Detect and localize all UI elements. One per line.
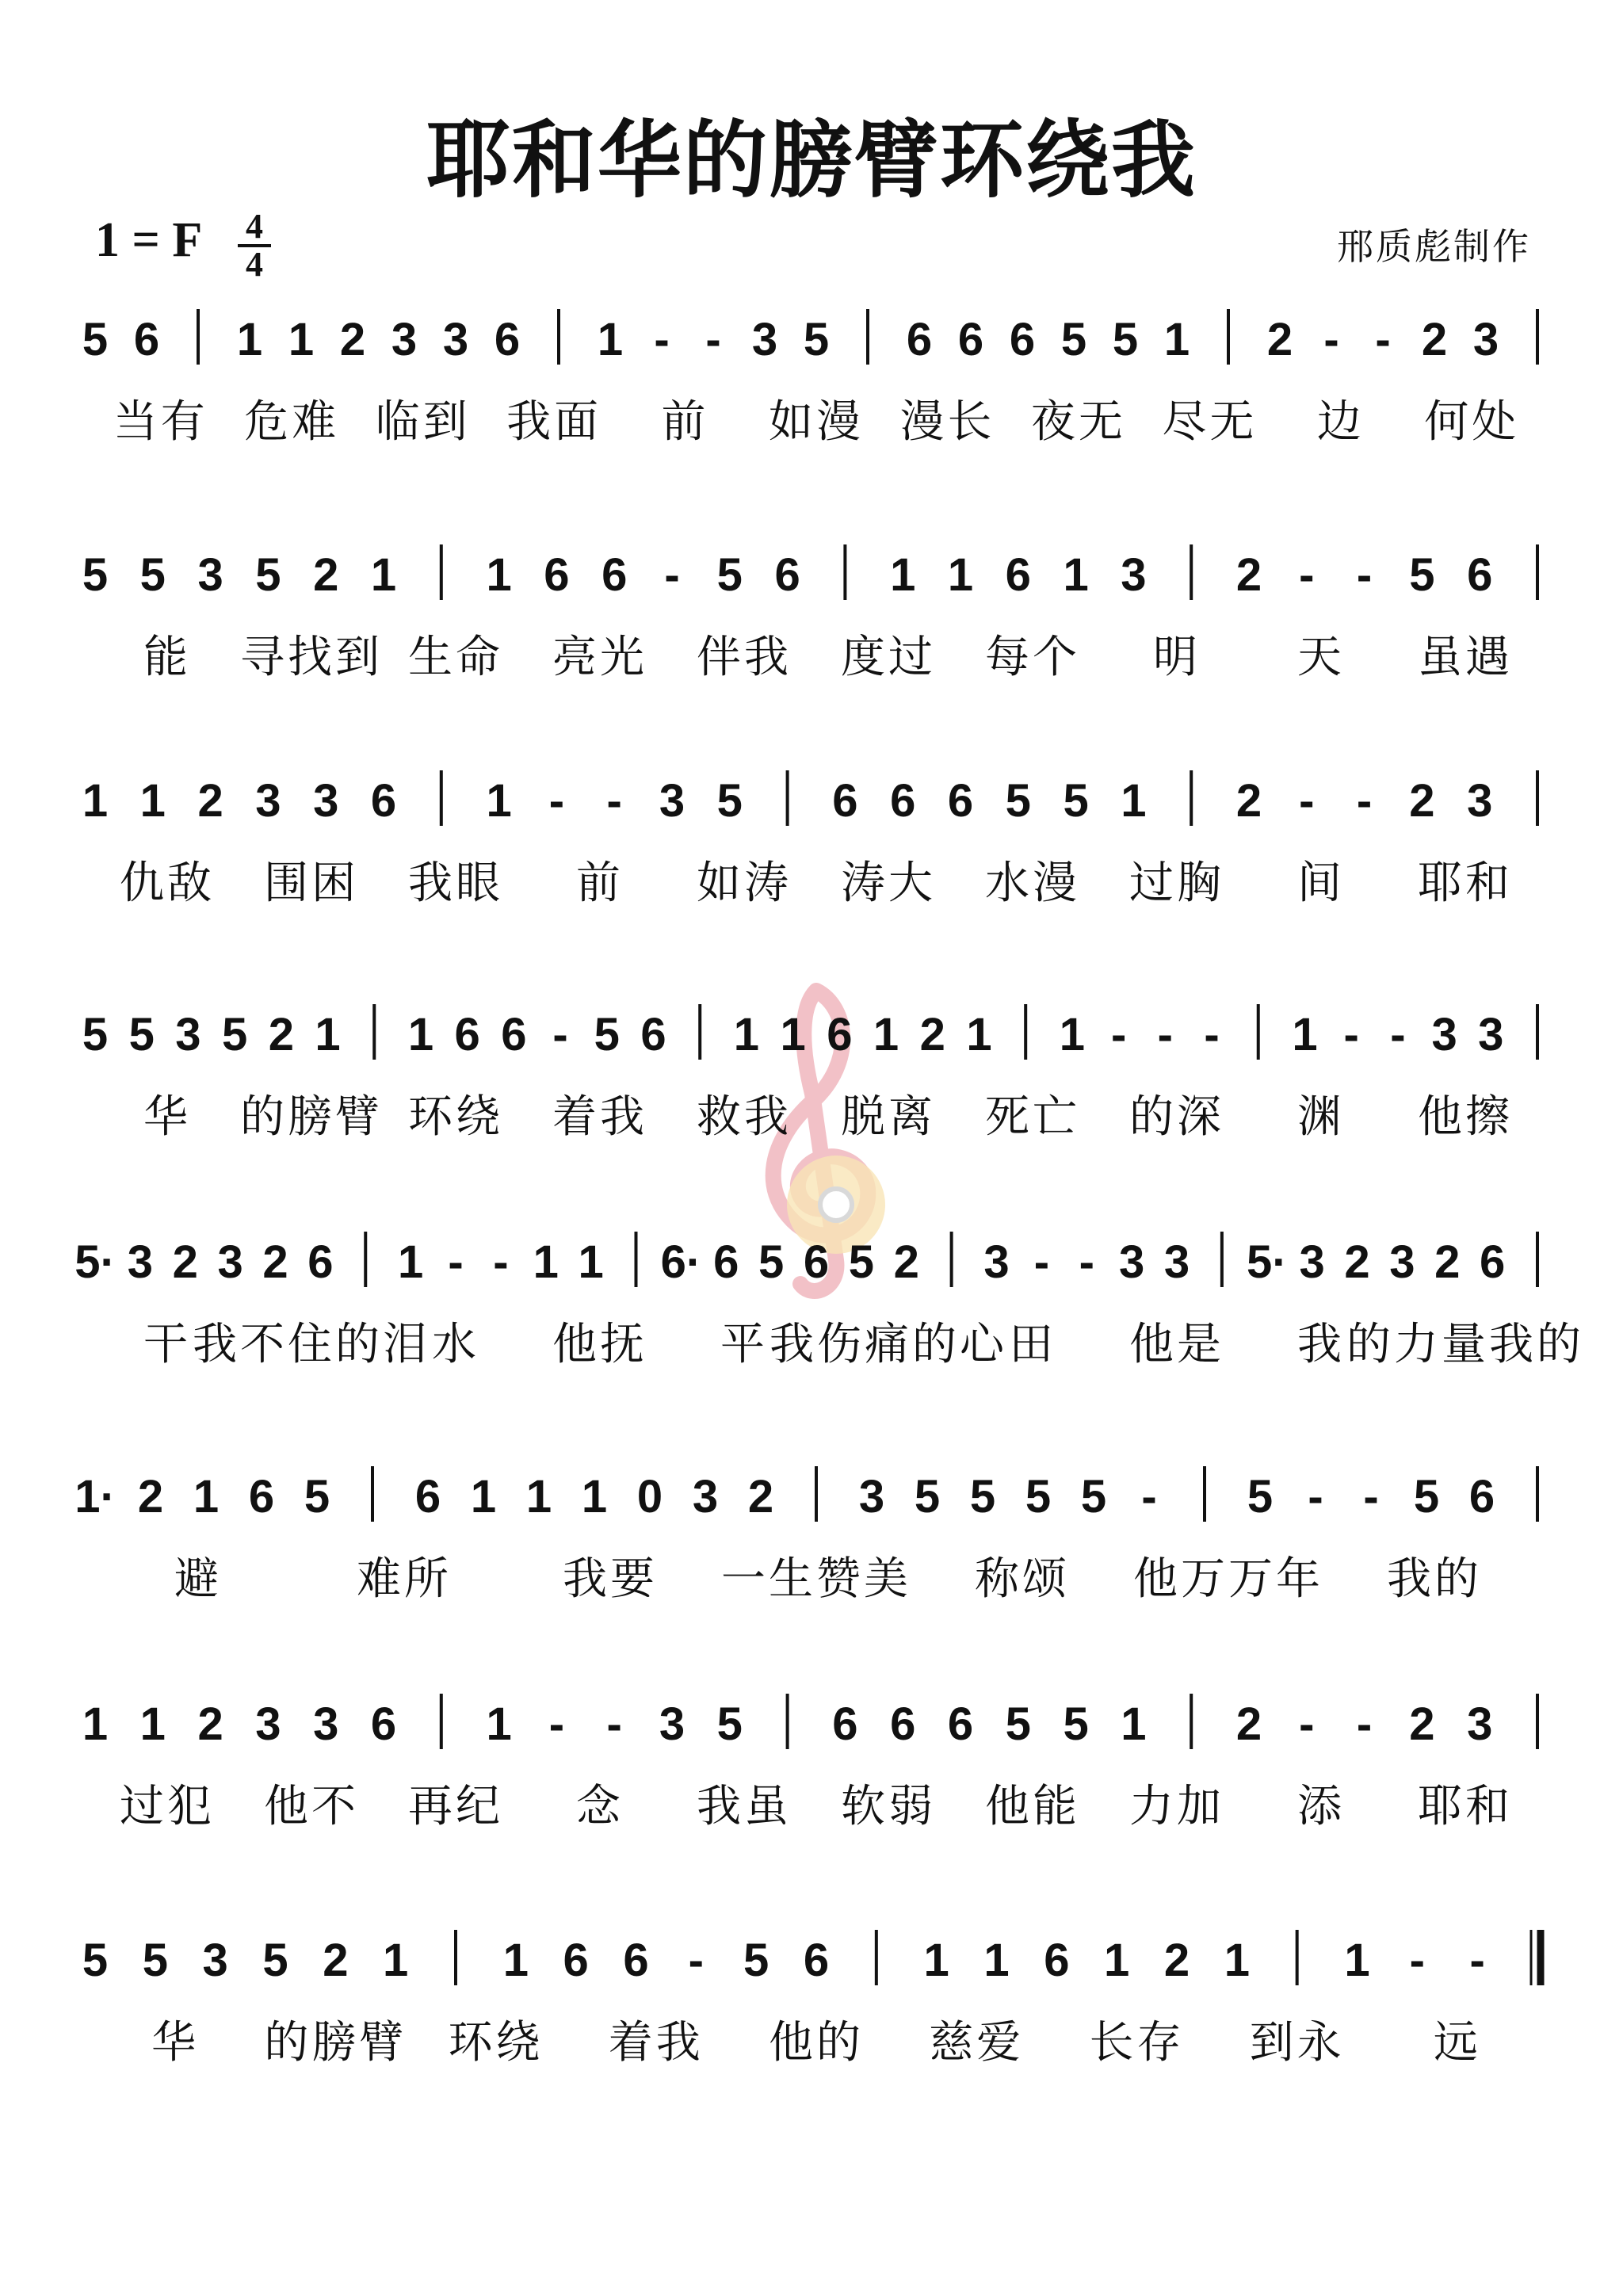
note: 3 — [313, 1698, 339, 1750]
note: 6 — [1468, 1471, 1495, 1522]
note: 6 — [957, 314, 984, 365]
score-line — [82, 1694, 1537, 1832]
note: 2 — [1235, 549, 1262, 601]
note: 6 — [563, 1935, 589, 1986]
lyric: 华 — [151, 2017, 200, 2069]
note: 5 — [758, 1236, 785, 1288]
lyric: 力加 — [1129, 1781, 1224, 1832]
dash-extension: - — [1390, 1009, 1406, 1060]
lyric: 的膀臂 — [240, 1091, 383, 1143]
note: 1 — [486, 549, 512, 601]
note: 6 — [947, 1698, 974, 1750]
note: 6 — [623, 1935, 649, 1986]
note: 1 — [397, 1236, 424, 1288]
note: 6 — [544, 549, 570, 601]
note: 5 — [255, 549, 281, 601]
dash-extension: - — [654, 314, 670, 365]
note: 3 — [858, 1471, 885, 1522]
note: 5 — [969, 1471, 996, 1522]
note: 3 — [1389, 1236, 1415, 1288]
lyric: 田 — [1009, 1319, 1056, 1370]
note: 3 — [197, 549, 223, 601]
note: 5 — [803, 314, 830, 365]
note: 2 — [323, 1935, 349, 1986]
note: 1 — [923, 1935, 949, 1986]
lyric: 漫长 — [899, 396, 995, 448]
lyric: 慈爱 — [929, 2017, 1025, 2069]
key-signature: 1 = F — [95, 213, 203, 267]
lyric: 生命 — [408, 632, 503, 683]
note: 3 — [983, 1236, 1010, 1288]
lyric: 亮光 — [552, 632, 647, 683]
lyric: 水 — [432, 1319, 479, 1370]
note: 1 — [890, 549, 916, 601]
note: 2 — [1266, 314, 1293, 365]
dash-extension: - — [1469, 1935, 1485, 1986]
note: 3 — [202, 1935, 228, 1986]
lyric: 难所 — [357, 1553, 452, 1605]
note: 3 — [1467, 775, 1493, 827]
note: 1 — [315, 1009, 341, 1060]
time-signature-bottom: 4 — [246, 245, 263, 284]
note: 1 — [1121, 1698, 1147, 1750]
dash-extension: - — [448, 1236, 464, 1288]
note: 1 — [82, 1698, 109, 1750]
lyric: 能 — [143, 632, 191, 683]
note: 6 — [370, 775, 397, 827]
note: 5 — [1063, 1698, 1089, 1750]
time-signature-top: 4 — [246, 207, 263, 246]
note: 5 — [716, 775, 743, 827]
note: 1 — [370, 549, 397, 601]
credit-text: 邢质彪制作 — [1337, 225, 1531, 268]
note: 6 — [713, 1236, 739, 1288]
note: 2 — [1235, 775, 1262, 827]
note: 1 — [407, 1009, 434, 1060]
note: 6 — [1005, 549, 1031, 601]
lyric: 边 — [1316, 396, 1365, 448]
lyric: 死亡 — [985, 1091, 1080, 1143]
note: 1 — [486, 1698, 512, 1750]
lyric: 过胸 — [1129, 858, 1224, 909]
note: 2 — [1163, 1935, 1190, 1986]
note: 1 — [193, 1471, 220, 1522]
note: 3 — [217, 1236, 243, 1288]
note: 3 — [255, 1698, 281, 1750]
lyric: 长存 — [1089, 2017, 1185, 2069]
note: 5 — [743, 1935, 769, 1986]
lyric: 他不 — [264, 1781, 359, 1832]
note: 5 — [82, 549, 109, 601]
note: 1 — [966, 1009, 992, 1060]
note: 5 — [1063, 775, 1089, 827]
lyric: 我不住的泪 — [193, 1319, 430, 1370]
lyric: 他的 — [769, 2017, 864, 2069]
dash-extension: - — [1079, 1236, 1094, 1288]
note: 3 — [692, 1471, 719, 1522]
note: 2 — [262, 1236, 288, 1288]
note: 3 — [1478, 1009, 1504, 1060]
note: 1 — [733, 1009, 760, 1060]
note: 2 — [137, 1471, 164, 1522]
note: 5 — [1409, 549, 1435, 601]
note: 1 — [1063, 549, 1089, 601]
note: 6 — [501, 1009, 527, 1060]
lyric: 他是 — [1129, 1319, 1224, 1370]
note: 1 — [82, 775, 109, 827]
note: 1 — [470, 1471, 497, 1522]
note: 3 — [127, 1236, 154, 1288]
note: 2 — [1409, 775, 1435, 827]
dash-extension: - — [688, 1935, 704, 1986]
note: 3 — [1299, 1236, 1325, 1288]
lyric: 天 — [1297, 632, 1345, 683]
dash-extension: - — [1375, 314, 1391, 365]
lyric: 围困 — [264, 858, 359, 909]
lyric: 我面 — [506, 396, 602, 448]
note: 5 — [848, 1236, 875, 1288]
note: 1 — [873, 1009, 899, 1060]
note: 2 — [1235, 1698, 1262, 1750]
note: 2 — [747, 1471, 774, 1522]
lyric: 我 — [1297, 1319, 1345, 1370]
note: 2 — [919, 1009, 945, 1060]
dash-extension: - — [1308, 1471, 1323, 1522]
score-line — [82, 770, 1537, 909]
lyric: 耶和 — [1418, 858, 1513, 909]
note: 5 — [716, 1698, 743, 1750]
dash-extension: - — [1141, 1471, 1157, 1522]
note: 2 — [268, 1009, 294, 1060]
dash-extension: - — [1409, 1935, 1425, 1986]
note: 5· — [74, 1236, 116, 1288]
dash-extension: - — [1356, 1698, 1373, 1750]
note: 2 — [339, 314, 366, 365]
dash-extension: - — [1299, 1698, 1315, 1750]
note: 1 — [1224, 1935, 1250, 1986]
note: 1 — [139, 1698, 166, 1750]
lyric: 虽遇 — [1418, 632, 1513, 683]
note: 6 — [601, 549, 628, 601]
lyric: 添 — [1297, 1781, 1345, 1832]
note: 5 — [128, 1009, 155, 1060]
note: 1 — [1121, 775, 1147, 827]
score-line — [74, 1466, 1537, 1605]
note: 1 — [1292, 1009, 1318, 1060]
note: 2 — [197, 1698, 223, 1750]
score-line — [82, 309, 1537, 448]
note: 0 — [636, 1471, 663, 1522]
lyric: 度过 — [841, 632, 936, 683]
note: 6 — [1009, 314, 1036, 365]
note: 5 — [1060, 314, 1087, 365]
note: 1 — [780, 1009, 806, 1060]
note: 1 — [597, 314, 624, 365]
lyric: 他抚 — [552, 1319, 647, 1370]
lyric: 当有 — [113, 396, 208, 448]
note: 6 — [832, 1698, 858, 1750]
score-line — [82, 544, 1537, 683]
lyric: 干 — [143, 1319, 191, 1370]
note: 6 — [803, 1236, 830, 1288]
dash-extension: - — [548, 775, 565, 827]
lyric: 念 — [576, 1781, 624, 1832]
note: 5 — [304, 1471, 330, 1522]
note: 6 — [906, 314, 933, 365]
dash-extension: - — [1323, 314, 1339, 365]
dash-extension: - — [606, 775, 622, 827]
note: 1· — [74, 1471, 116, 1522]
score-line — [82, 1930, 1541, 2069]
dash-extension: - — [1299, 775, 1315, 827]
note: 3 — [442, 314, 469, 365]
note: 3 — [751, 314, 778, 365]
note: 6 — [1479, 1236, 1506, 1288]
lyric: 临到 — [375, 396, 471, 448]
lyric: 尽无 — [1162, 396, 1258, 448]
note: 6 — [640, 1009, 666, 1060]
lyric: 一生赞美 — [721, 1553, 911, 1605]
note: 6 — [454, 1009, 480, 1060]
dash-extension: - — [493, 1236, 509, 1288]
lyric: 如涛 — [697, 858, 792, 909]
dash-extension: - — [1363, 1471, 1379, 1522]
note: 5 — [139, 549, 166, 601]
lyric: 环绕 — [408, 1091, 503, 1143]
note: 5 — [914, 1471, 941, 1522]
dash-extension: - — [1157, 1009, 1173, 1060]
lyric: 明 — [1153, 632, 1201, 683]
note: 6 — [307, 1236, 334, 1288]
note: 1 — [1163, 314, 1190, 365]
note: 5 — [1112, 314, 1139, 365]
lyric: 他万万年 — [1133, 1553, 1323, 1605]
lyric: 前 — [661, 396, 709, 448]
lyric: 着我 — [608, 2017, 704, 2069]
note: 1 — [288, 314, 315, 365]
lyric: 平 — [720, 1319, 768, 1370]
lyric: 我眼 — [408, 858, 503, 909]
lyric: 我的 — [1387, 1553, 1482, 1605]
note: 3 — [175, 1009, 201, 1060]
note: 5 — [1005, 1698, 1031, 1750]
note: 1 — [139, 775, 166, 827]
note: 6 — [1467, 549, 1493, 601]
note: 1 — [1344, 1935, 1370, 1986]
note: 1 — [1104, 1935, 1130, 1986]
note: 3 — [391, 314, 418, 365]
song-title: 耶和华的膀臂环绕我 — [426, 112, 1197, 209]
note: 6· — [660, 1236, 702, 1288]
note: 1 — [502, 1935, 529, 1986]
note: 6 — [827, 1009, 853, 1060]
lyric: 危难 — [244, 396, 340, 448]
lyric: 华 — [143, 1091, 191, 1143]
lyric: 避 — [174, 1553, 222, 1605]
note: 5 — [1080, 1471, 1107, 1522]
lyric: 软弱 — [841, 1781, 936, 1832]
lyric: 每个 — [985, 632, 1080, 683]
dash-extension: - — [1299, 549, 1315, 601]
lyric: 如漫 — [769, 396, 864, 448]
note: 5 — [82, 1009, 109, 1060]
note: 1 — [983, 1935, 1010, 1986]
lyric: 脱离 — [841, 1091, 936, 1143]
score-line — [74, 1232, 1584, 1370]
lyric: 环绕 — [448, 2017, 544, 2069]
lyric: 渊 — [1297, 1091, 1345, 1143]
note: 6 — [774, 549, 800, 601]
note: 1 — [486, 775, 512, 827]
note: 2 — [1409, 1698, 1435, 1750]
dash-extension: - — [1033, 1236, 1050, 1288]
note: 1 — [525, 1471, 552, 1522]
lyric: 着我 — [552, 1091, 647, 1143]
note: 1 — [581, 1471, 608, 1522]
lyric: 伴我 — [697, 632, 792, 683]
lyric: 前 — [576, 858, 624, 909]
note: 5 — [1005, 775, 1031, 827]
note: 1 — [947, 549, 974, 601]
note: 6 — [890, 775, 916, 827]
note: 5 — [1247, 1471, 1274, 1522]
note: 5 — [221, 1009, 248, 1060]
score-line — [82, 1004, 1537, 1143]
note: 5 — [262, 1935, 288, 1986]
note: 2 — [197, 775, 223, 827]
note: 3 — [1431, 1009, 1457, 1060]
note: 6 — [133, 314, 160, 365]
note: 5 — [716, 549, 743, 601]
note: 2 — [313, 549, 339, 601]
note: 5 — [1413, 1471, 1440, 1522]
note: 5 — [82, 1935, 109, 1986]
lyric: 涛大 — [841, 858, 936, 909]
note: 2 — [1344, 1236, 1370, 1288]
lyric: 远 — [1433, 2017, 1481, 2069]
lyric: 再纪 — [408, 1781, 503, 1832]
dash-extension: - — [1356, 549, 1373, 601]
lyric: 的膀臂 — [264, 2017, 407, 2069]
note: 1 — [578, 1236, 604, 1288]
note: 6 — [1044, 1935, 1070, 1986]
dash-extension: - — [1343, 1009, 1359, 1060]
note: 5· — [1246, 1236, 1288, 1288]
dash-extension: - — [552, 1009, 568, 1060]
note: 3 — [1472, 314, 1499, 365]
note: 5 — [142, 1935, 168, 1986]
note: 3 — [1163, 1236, 1190, 1288]
note: 6 — [832, 775, 858, 827]
lyric: 他擦 — [1418, 1091, 1513, 1143]
dash-extension: - — [606, 1698, 622, 1750]
note: 3 — [1121, 549, 1147, 601]
lyric: 过犯 — [120, 1781, 215, 1832]
note: 6 — [803, 1935, 830, 1986]
note: 5 — [1025, 1471, 1052, 1522]
note: 3 — [1467, 1698, 1493, 1750]
note: 1 — [236, 314, 263, 365]
lyric: 我伤痛的心 — [769, 1319, 1007, 1370]
note: 3 — [659, 1698, 685, 1750]
note: 2 — [172, 1236, 198, 1288]
dash-extension: - — [548, 1698, 565, 1750]
dash-extension: - — [1110, 1009, 1127, 1060]
note: 1 — [383, 1935, 409, 1986]
note: 6 — [370, 1698, 397, 1750]
lyric: 水漫 — [985, 858, 1080, 909]
lyric: 的深 — [1129, 1091, 1224, 1143]
dash-extension: - — [1204, 1009, 1220, 1060]
note: 5 — [82, 314, 109, 365]
note: 2 — [1421, 314, 1448, 365]
lyric: 他能 — [985, 1781, 1080, 1832]
lyric: 的力量我的 — [1346, 1319, 1584, 1370]
lyric: 间 — [1297, 858, 1345, 909]
lyric: 仇敌 — [120, 858, 215, 909]
dash-extension: - — [705, 314, 721, 365]
lyric: 何处 — [1424, 396, 1520, 448]
note: 6 — [494, 314, 521, 365]
lyric: 耶和 — [1418, 1781, 1513, 1832]
note: 2 — [1434, 1236, 1461, 1288]
note: 6 — [248, 1471, 275, 1522]
note: 6 — [414, 1471, 441, 1522]
lyric: 夜无 — [1030, 396, 1126, 448]
note: 3 — [255, 775, 281, 827]
lyric: 救我 — [697, 1091, 792, 1143]
note: 6 — [890, 1698, 916, 1750]
note: 3 — [313, 775, 339, 827]
note: 2 — [893, 1236, 919, 1288]
lyric: 我要 — [563, 1553, 658, 1605]
dash-extension: - — [664, 549, 680, 601]
note: 1 — [1059, 1009, 1086, 1060]
note: 6 — [947, 775, 974, 827]
dash-extension: - — [1356, 775, 1373, 827]
lyric: 我虽 — [697, 1781, 792, 1832]
lyric: 到永 — [1249, 2017, 1345, 2069]
note: 5 — [594, 1009, 620, 1060]
lyric: 称颂 — [975, 1553, 1070, 1605]
note: 3 — [1118, 1236, 1145, 1288]
note: 1 — [533, 1236, 559, 1288]
lyric: 寻找到 — [240, 632, 383, 683]
note: 3 — [659, 775, 685, 827]
